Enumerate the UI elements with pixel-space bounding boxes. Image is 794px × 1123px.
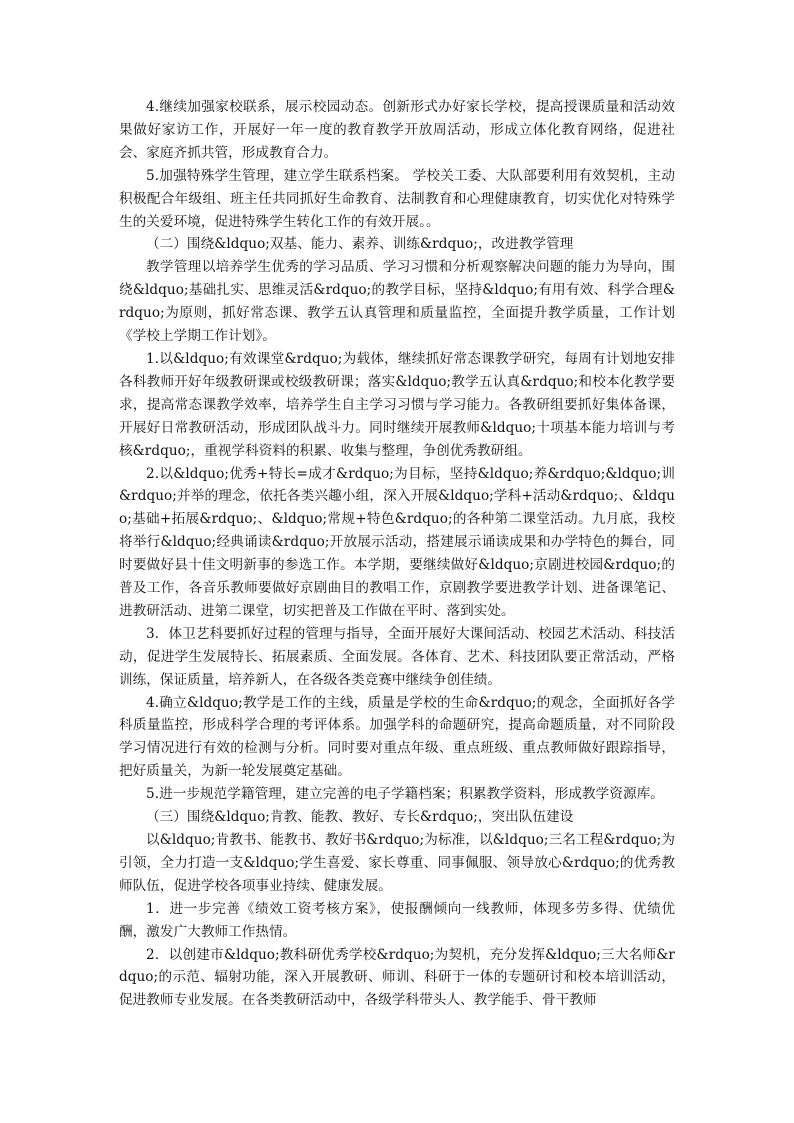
paragraph-team-building-intro: 以&ldquo;肯教书、能教书、教好书&rdquo;为标准，以&ldquo;三名工程&rdquo;为引领，全力打造一支&ldquo;学生喜爱、家长尊重、同事佩服、领导放心&rdquo;的优秀教师队伍，促进学校各项事业持续、健康发展。 (119, 832, 675, 894)
paragraph-effective-classroom: 1.以&ldquo;有效课堂&rdquo;为载体，继续抓好常态课教学研究，每周有计划地安排各科教师开好年级教研课或校级教研课；落实&ldquo;教学五认真&rdquo;和校本化教学要求，提高常态课教学效率，培养学生自主学习习惯与学习能力。各教研组要抓好集体备课，开展好日常教研活动，形成团队战斗力。同时继续开展教师&ldquo;十项基本能力培训与考核&rdquo;，重视学科资料的积累、收集与整理，争创优秀教研组。 (119, 350, 675, 459)
paragraph-student-records: 5.进一步规范学籍管理，建立完善的电子学籍档案；积累教学资料，形成教学资源库。 (146, 786, 664, 803)
paragraph-teaching-management-intro: 教学管理以培养学生优秀的学习品质、学习习惯和分析观察解决问题的能力为导向，围绕&ldquo;基础扎实、思维灵活&rdquo;的教学目标，坚持&ldquo;有用有效、科学合理&rdquo;为原则，抓好常态课、教学五认真管理和质量监控，全面提升教学质量，工作计划《学校上学期工作计划》。 (119, 259, 675, 345)
section-heading-team-building: （三）围绕&ldquo;肯教、能教、教好、专长&rdquo;，突出队伍建设 (146, 809, 574, 826)
paragraph-family-school: 4.继续加强家校联系，展示校园动态。创新形式办好家长学校，提高授课质量和活动效果做好家访工作，开展好一年一度的教育教学开放周活动，形成立体化教育网络，促进社会、家庭齐抓共管，形成教育合力。 (119, 99, 675, 161)
paragraph-quality-monitoring: 4.确立&ldquo;教学是工作的主线，质量是学校的生命&rdquo;的观念，全面抓好各学科质量监控，形成科学合理的考评体系。加强学科的命题研究，提高命题质量，对不同阶段学习情况进行有效的检测与分析。同时要对重点年级、重点班级、重点教师做好跟踪指导，把好质量关，为新一轮发展奠定基础。 (119, 694, 675, 780)
paragraph-teacher-development: 2．以创建市&ldquo;教科研优秀学校&rdquo;为契机，充分发挥&ldquo;三大名师&rdquo;的示范、辐射功能，深入开展教研、师训、科研于一体的专题研讨和校本培训活动，促进教师专业发展。在各类教研活动中，各级学科带头人、教学能手、骨干教师 (119, 946, 675, 1009)
paragraph-performance-pay: 1．进一步完善《绩效工资考核方案》，使报酬倾向一线教师，体现多劳多得、优绩优酬，激发广大教师工作热情。 (119, 900, 675, 940)
paragraph-sports-arts-science: 3．体卫艺科要抓好过程的管理与指导，全面开展好大课间活动、校园艺术活动、科技活动，促进学生发展特长、拓展素质、全面发展。各体育、艺术、科技团队要正常活动，严格训练，保证质量，培养新人，在各级各类竞赛中继续争创佳绩。 (119, 625, 675, 688)
paragraph-special-students: 5.加强特殊学生管理，建立学生联系档案。 学校关工委、大队部要利用有效契机，主动积极配合年级组、班主任共同抓好生命教育、法制教育和心理健康教育，切实优化对特殊学生的关爱环境，促进特殊学生转化工作的有效开展。。 (119, 167, 675, 230)
section-heading-teaching-management: （二）围绕&ldquo;双基、能力、素养、训练&rdquo;，改进教学管理 (146, 236, 574, 253)
paragraph-talent-goal: 2.以&ldquo;优秀+特长=成才&rdquo;为目标，坚持&ldquo;养&rdquo;&ldquo;训&rdquo;并举的理念，依托各类兴趣小组，深入开展&ldquo;学科+活动&rdquo;、&ldquo;基础+拓展&rdquo;、&ldquo;常规+特色&rdquo;的各种第二课堂活动。九月底，我校将举行&ldquo;经典诵读&rdquo;开放展示活动，搭建展示诵读成果和办学特色的舞台，同时要做好县十佳文明新事的参选工作。本学期，要继续做好&ldquo;京剧进校园&rdquo;的普及工作，各音乐教师要做好京剧曲目的教唱工作，京剧教学要进教学计划、进备课笔记、进教研活动、进第二课堂，切实把普及工作做在平时、落到实处。 (119, 465, 675, 619)
